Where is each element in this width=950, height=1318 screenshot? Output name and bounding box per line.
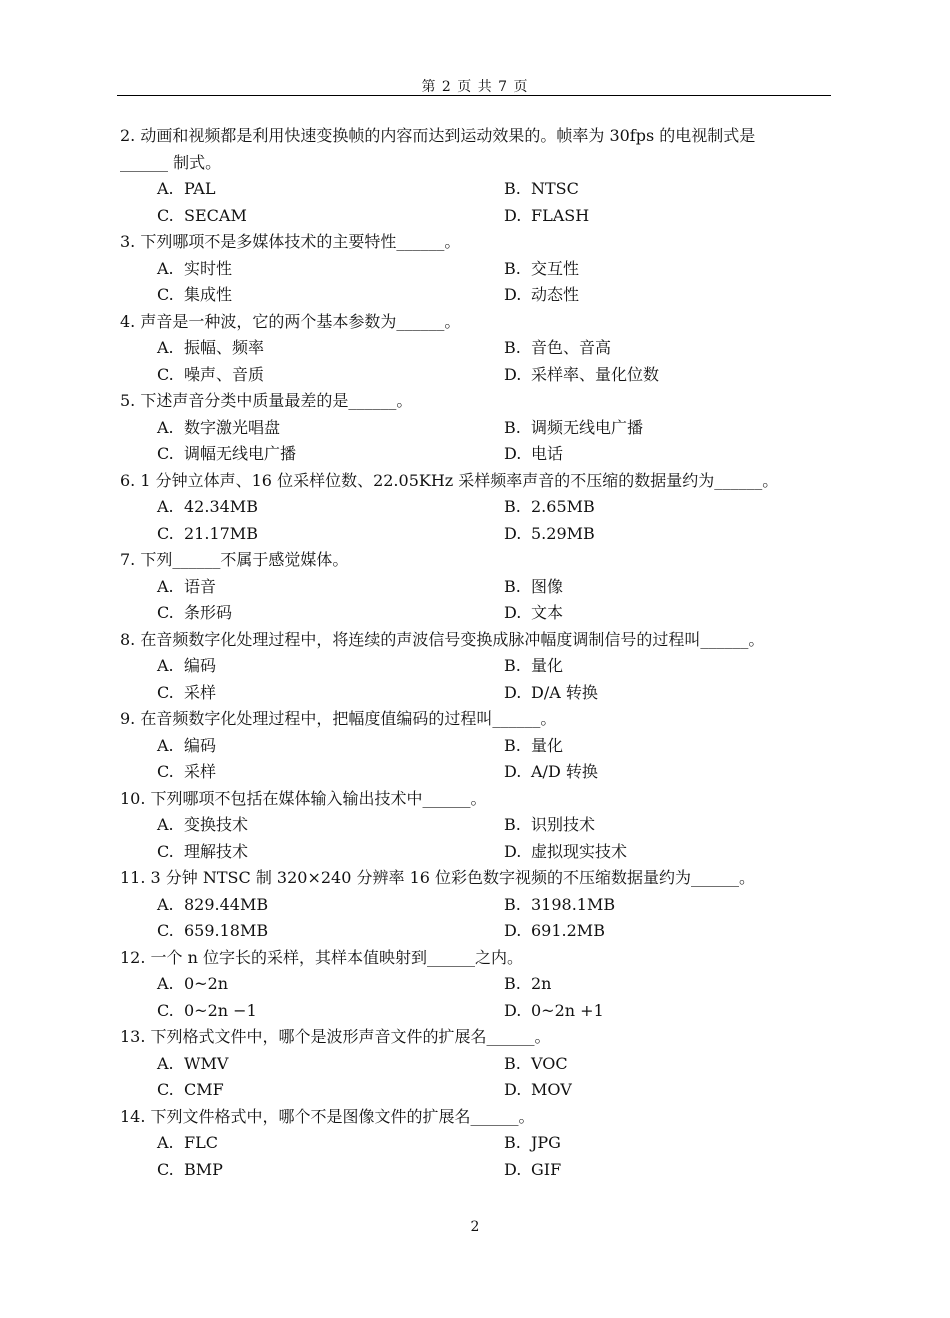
- answer-option: [157, 1130, 504, 1157]
- option-letter: B.: [504, 258, 521, 278]
- option-letter: C.: [157, 682, 174, 702]
- option-letter: C.: [157, 523, 174, 543]
- option-text: 虚拟现实技术: [531, 841, 628, 861]
- option-grid: [120, 812, 835, 865]
- question-item: [120, 547, 835, 627]
- option-text: PAL: [184, 179, 216, 198]
- answer-option: [504, 1051, 804, 1078]
- option-text: 量化: [531, 735, 564, 755]
- option-grid: [120, 574, 835, 627]
- question-item: [120, 123, 835, 229]
- option-text: 集成性: [184, 285, 233, 304]
- answer-option: [157, 521, 504, 548]
- question-stem: 9. 在音频数字化处理过程中，把幅度值编码的过程叫______。: [120, 709, 557, 728]
- option-letter: B.: [504, 974, 521, 993]
- answer-option: [157, 415, 504, 442]
- option-letter: B.: [504, 735, 521, 755]
- option-letter: A.: [157, 735, 174, 755]
- question-stem-continuation: ______ 制式。: [120, 152, 222, 172]
- option-grid: [120, 1051, 835, 1104]
- answer-option: [504, 680, 804, 707]
- question-item: [120, 865, 835, 945]
- question-stem: 6. 1 分钟立体声、16 位采样位数、22.05KHz 采样频率声音的不压缩的数据量约为______。: [120, 470, 779, 490]
- option-letter: D.: [504, 523, 522, 543]
- answer-option: [157, 203, 504, 230]
- answer-option: [504, 415, 804, 442]
- option-grid: [120, 176, 835, 229]
- option-text: 编码: [184, 656, 217, 675]
- answer-option: [504, 918, 804, 945]
- question-item: [120, 706, 835, 786]
- option-text: 调幅无线电广播: [184, 444, 297, 463]
- answer-option: [504, 971, 804, 998]
- option-text: A/D 转换: [531, 762, 598, 781]
- answer-option: [157, 256, 504, 283]
- option-text: 659.18MB: [184, 921, 269, 940]
- option-text: 829.44MB: [184, 894, 269, 914]
- option-letter: A.: [157, 258, 174, 278]
- answer-option: [504, 574, 804, 601]
- option-grid: [120, 733, 835, 786]
- option-letter: B.: [504, 1133, 521, 1152]
- option-letter: C.: [157, 762, 174, 781]
- option-letter: D.: [504, 921, 522, 940]
- option-letter: C.: [157, 841, 174, 861]
- answer-option: [157, 1157, 504, 1184]
- question-item: [120, 945, 835, 1025]
- question-stem: 8. 在音频数字化处理过程中，将连续的声波信号变换成脉冲幅度调制信号的过程叫______。: [120, 629, 765, 649]
- answer-option: [504, 203, 804, 230]
- option-letter: C.: [157, 285, 174, 304]
- option-letter: D.: [504, 444, 522, 463]
- option-letter: D.: [504, 285, 522, 304]
- option-letter: A.: [157, 338, 174, 357]
- answer-option: [157, 812, 504, 839]
- option-grid: [120, 256, 835, 309]
- option-letter: D.: [504, 1000, 522, 1020]
- question-stem: 13. 下列格式文件中，哪个是波形声音文件的扩展名______。: [120, 1027, 551, 1046]
- answer-option: [504, 256, 804, 283]
- option-grid: [120, 971, 835, 1024]
- option-letter: A.: [157, 894, 174, 914]
- answer-option: [504, 1157, 804, 1184]
- option-text: 0~2n +1: [531, 1000, 604, 1020]
- option-letter: A.: [157, 576, 174, 596]
- option-letter: B.: [504, 338, 521, 357]
- answer-option: [157, 362, 504, 389]
- option-letter: B.: [504, 815, 521, 834]
- option-text: 42.34MB: [184, 497, 258, 516]
- option-text: 0~2n: [184, 974, 229, 993]
- option-letter: C.: [157, 603, 174, 622]
- answer-option: [157, 839, 504, 866]
- option-text: 动态性: [531, 285, 580, 304]
- option-text: 量化: [531, 656, 564, 675]
- answer-option: [504, 494, 804, 521]
- answer-option: [157, 441, 504, 468]
- option-text: FLC: [184, 1133, 218, 1152]
- option-letter: B.: [504, 179, 521, 198]
- option-text: 变换技术: [184, 815, 249, 834]
- question-item: [120, 388, 835, 468]
- question-stem: 12. 一个 n 位字长的采样，其样本值映射到______之内。: [120, 947, 524, 967]
- option-text: JPG: [531, 1133, 561, 1152]
- option-grid: [120, 415, 835, 468]
- option-text: 5.29MB: [531, 523, 595, 543]
- option-letter: D.: [504, 364, 522, 384]
- option-text: 采样率、量化位数: [531, 364, 660, 384]
- answer-option: [157, 971, 504, 998]
- option-text: 2.65MB: [531, 497, 595, 516]
- option-text: 实时性: [184, 258, 233, 278]
- answer-option: [504, 759, 804, 786]
- question-stem: 11. 3 分钟 NTSC 制 320×240 分辨率 16 位彩色数字视频的不压缩数据量约为______。: [120, 868, 756, 887]
- answer-option: [504, 441, 804, 468]
- option-letter: C.: [157, 205, 174, 225]
- option-text: 电话: [531, 444, 564, 463]
- answer-option: [504, 998, 804, 1025]
- option-text: 2n: [531, 974, 552, 993]
- option-text: 0~2n −1: [184, 1000, 257, 1020]
- page-header: 第 2 页 共 7 页: [421, 79, 529, 95]
- option-letter: A.: [157, 417, 174, 437]
- option-text: 理解技术: [184, 841, 249, 861]
- option-text: VOC: [531, 1053, 568, 1073]
- option-letter: D.: [504, 205, 522, 225]
- question-stem: 2. 动画和视频都是利用快速变换帧的内容而达到运动效果的。帧率为 30fps 的电视制式是: [120, 126, 756, 145]
- option-text: CMF: [184, 1080, 224, 1099]
- option-grid: [120, 1130, 835, 1183]
- option-text: D/A 转换: [531, 682, 598, 702]
- option-letter: A.: [157, 179, 174, 198]
- answer-option: [504, 733, 804, 760]
- option-text: 3198.1MB: [531, 894, 616, 914]
- option-letter: C.: [157, 1080, 174, 1099]
- question-stem: 5. 下述声音分类中质量最差的是______。: [120, 391, 413, 410]
- answer-option: [157, 759, 504, 786]
- option-letter: C.: [157, 921, 174, 940]
- option-grid: [120, 494, 835, 547]
- answer-option: [157, 653, 504, 680]
- question-stem: 14. 下列文件格式中，哪个不是图像文件的扩展名______。: [120, 1106, 535, 1126]
- answer-option: [504, 892, 804, 919]
- option-text: 文本: [531, 603, 564, 622]
- answer-option: [504, 362, 804, 389]
- option-text: 交互性: [531, 258, 580, 278]
- option-letter: B.: [504, 656, 521, 675]
- option-letter: A.: [157, 497, 174, 516]
- question-item: [120, 468, 835, 548]
- option-letter: C.: [157, 364, 174, 384]
- question-item: [120, 229, 835, 309]
- option-letter: C.: [157, 1159, 174, 1179]
- option-text: 语音: [184, 576, 217, 596]
- option-text: 音色、音高: [531, 338, 612, 357]
- option-letter: D.: [504, 682, 522, 702]
- answer-option: [157, 176, 504, 203]
- option-text: 编码: [184, 735, 217, 755]
- option-text: 图像: [531, 576, 564, 596]
- answer-option: [504, 600, 804, 627]
- option-letter: B.: [504, 894, 521, 914]
- option-letter: D.: [504, 603, 522, 622]
- option-text: 采样: [184, 682, 217, 702]
- option-letter: D.: [504, 841, 522, 861]
- question-item: [120, 627, 835, 707]
- option-text: 采样: [184, 762, 217, 781]
- option-grid: [120, 653, 835, 706]
- option-letter: D.: [504, 1080, 522, 1099]
- answer-option: [157, 733, 504, 760]
- answer-option: [504, 282, 804, 309]
- option-letter: A.: [157, 1133, 174, 1152]
- option-text: 振幅、频率: [184, 338, 265, 357]
- option-letter: B.: [504, 497, 521, 516]
- answer-option: [504, 812, 804, 839]
- option-letter: B.: [504, 417, 521, 437]
- question-stem: 4. 声音是一种波，它的两个基本参数为______。: [120, 311, 461, 331]
- question-item: [120, 309, 835, 389]
- option-letter: C.: [157, 1000, 174, 1020]
- question-item: [120, 1104, 835, 1184]
- option-letter: A.: [157, 1053, 174, 1073]
- question-stem: 7. 下列______不属于感觉媒体。: [120, 550, 349, 569]
- answer-option: [157, 998, 504, 1025]
- option-letter: D.: [504, 762, 522, 781]
- option-text: MOV: [531, 1080, 572, 1099]
- question-stem: 3. 下列哪项不是多媒体技术的主要特性______。: [120, 232, 461, 251]
- answer-option: [504, 335, 804, 362]
- option-letter: B.: [504, 576, 521, 596]
- answer-option: [157, 574, 504, 601]
- option-letter: A.: [157, 815, 174, 834]
- option-text: 691.2MB: [531, 921, 605, 940]
- answer-option: [157, 282, 504, 309]
- option-letter: A.: [157, 974, 174, 993]
- option-text: 条形码: [184, 603, 233, 622]
- option-text: 调频无线电广播: [531, 417, 644, 437]
- option-text: 数字激光唱盘: [184, 417, 281, 437]
- answer-option: [157, 1077, 504, 1104]
- option-grid: [120, 892, 835, 945]
- option-grid: [120, 335, 835, 388]
- answer-option: [157, 918, 504, 945]
- question-item: [120, 786, 835, 866]
- answer-option: [157, 1051, 504, 1078]
- header-rule: [117, 95, 831, 96]
- question-list: [120, 123, 835, 1183]
- option-letter: B.: [504, 1053, 521, 1073]
- option-text: 噪声、音质: [184, 364, 265, 384]
- answer-option: [504, 521, 804, 548]
- page-number: 2: [470, 1219, 480, 1235]
- answer-option: [504, 176, 804, 203]
- option-letter: A.: [157, 656, 174, 675]
- option-text: BMP: [184, 1159, 223, 1179]
- option-text: GIF: [531, 1159, 562, 1179]
- option-text: 识别技术: [531, 815, 596, 834]
- option-text: NTSC: [531, 179, 579, 198]
- answer-option: [157, 494, 504, 521]
- question-stem: 10. 下列哪项不包括在媒体输入输出技术中______。: [120, 788, 487, 808]
- answer-option: [157, 600, 504, 627]
- answer-option: [504, 839, 804, 866]
- option-text: WMV: [184, 1053, 229, 1073]
- answer-option: [157, 892, 504, 919]
- option-text: SECAM: [184, 205, 247, 225]
- answer-option: [157, 680, 504, 707]
- option-text: FLASH: [531, 205, 590, 225]
- answer-option: [504, 1130, 804, 1157]
- answer-option: [504, 1077, 804, 1104]
- option-letter: D.: [504, 1159, 522, 1179]
- question-item: [120, 1024, 835, 1104]
- option-letter: C.: [157, 444, 174, 463]
- option-text: 21.17MB: [184, 523, 258, 543]
- answer-option: [157, 335, 504, 362]
- answer-option: [504, 653, 804, 680]
